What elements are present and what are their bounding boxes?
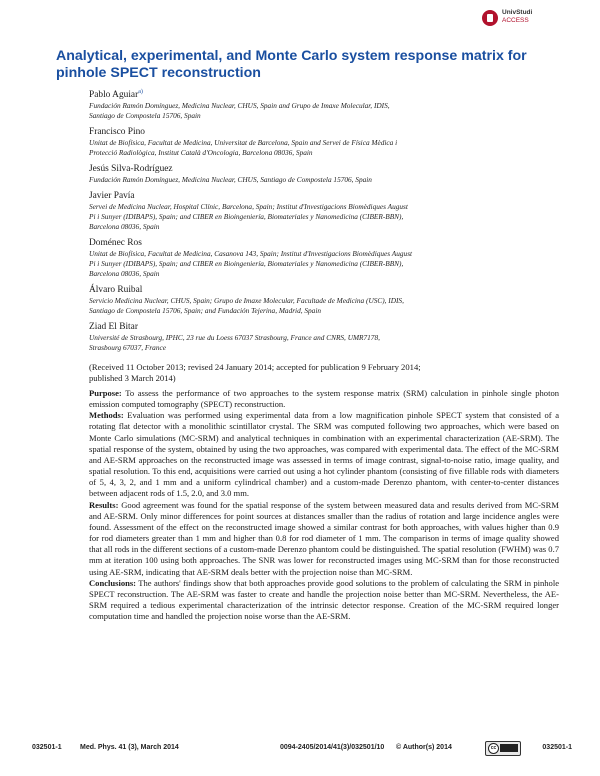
author-name: Pablo Aguiar$^{a)}$ bbox=[89, 89, 143, 101]
cc-license-label: cc bbox=[488, 743, 499, 754]
author-block bbox=[89, 86, 559, 121]
footer-page-number-right: 032501-1 bbox=[542, 744, 572, 751]
author-block bbox=[89, 126, 559, 158]
author-block bbox=[89, 163, 559, 185]
abstract-methods-label: Methods: bbox=[89, 410, 124, 421]
author-affiliation: Unitat de Biofísica, Facultat de Medicina, Universitat de Barcelona, Spain and Servei de Física Mèdica i Protecció Radiològica, Institut Català d'Oncologia, Barcelona 08036, Spain bbox=[89, 138, 398, 158]
abstract-results bbox=[89, 500, 559, 578]
logo-line-2: ACCESS bbox=[502, 17, 529, 24]
author-block bbox=[89, 284, 559, 316]
received-dates: (Received 11 October 2013; revised 24 January 2014; accepted for publication 9 February 2014; published 3 March 2014) bbox=[89, 362, 421, 383]
abstract-purpose-label: Purpose: bbox=[89, 388, 122, 398]
author-name: Javier Pavía bbox=[89, 191, 135, 202]
abstract bbox=[89, 388, 559, 622]
abstract-conclusions-text: The authors' findings show that both approaches provide good solutions to the problem of calculating the SRM in pinhole SPECT reconstruction. The AE-SRM was faster to create and handle the projection noise better than MC-SRM. Nevertheless, the AE-SRM required a tedious experimental characterization of the intrinsic detector response. Creation of the MC-SRM required longer computation time and handled the projection noise worse than the AE-SRM. bbox=[89, 577, 560, 622]
abstract-methods-text: Evaluation was performed using experimental data from a low magnification pinhole SPECT system that consisted of a rotating flat detector with a monolithic scintillator crystal. The SRM was computed following two approaches, which were based on Monte Carlo simulations (MC-SRM) and analytical techniques in combination with an experimental characterization (AE-SRM). The spatial response of the system, obtained by using the two approaches, was compared with experimental data. The effect of the MC-SRM and AE-SRM approaches on the reconstructed image was assessed in terms of image contrast, signal-to-noise ratio, image quality, and spatial resolution. To this end, acquisitions were carried out using a hot cylinder phantom (consisting of five fillable rods with diameters of 5, 4, 3, 2, and 1 mm and a uniform cylindrical chamber) and a custom-made Derenzo phantom, with center-to-center distances between adjacent rods of 1.5, 2.0, and 3.0 mm. bbox=[89, 410, 560, 499]
author-block bbox=[89, 321, 559, 353]
footer-doi: 0094-2405/2014/41(3)/032501/10 bbox=[280, 744, 385, 751]
author-list bbox=[89, 86, 559, 358]
author-name: Álvaro Ruibal bbox=[89, 285, 143, 296]
author-affiliation: Servei de Medicina Nuclear, Hospital Clínic, Barcelona, Spain; Institut d'Investigacions Biomèdiques August Pi i Sunyer (IDIBAPS), Spain; and CIBER en Bioingeniería, Biomateriales y Nanomedicina (CIBER-BBN), Barcelona 08036, Spain bbox=[89, 202, 408, 232]
author-affiliation: Servicio Medicina Nuclear, CHUS, Spain; Grupo de Imaxe Molecular, Facultade de Medicina (USC), IDIS, Santiago de Compostela 15706, Spain; and Fundación Tejerina, Madrid, Spain bbox=[89, 296, 404, 316]
author-name: Jesús Silva-Rodríguez bbox=[89, 164, 173, 175]
logo-mark-icon bbox=[482, 10, 498, 26]
author-affiliation: Fundación Ramón Domínguez, Medicina Nuclear, CHUS, Spain and Grupo de Imaxe Molecular, IDIS, Santiago de Compostela 15706, Spain bbox=[89, 101, 390, 121]
paper-title: Analytical, experimental, and Monte Carlo system response matrix for pinhole SPECT reconstruction bbox=[56, 48, 527, 81]
abstract-purpose bbox=[89, 388, 559, 410]
footer-journal: Med. Phys. 41 (3), March 2014 bbox=[80, 744, 179, 751]
publisher-logo bbox=[482, 8, 542, 28]
author-block bbox=[89, 237, 559, 279]
abstract-methods bbox=[89, 410, 559, 499]
logo-line-1: UnivStudi bbox=[502, 9, 533, 16]
author-affiliation: Université de Strasbourg, IPHC, 23 rue du Loess 67037 Strasbourg, France and CNRS, UMR7178, Strasbourg 67037, France bbox=[89, 333, 380, 353]
abstract-conclusions bbox=[89, 578, 559, 623]
author-block bbox=[89, 190, 559, 232]
author-affiliation: Unitat de Biofísica, Facultat de Medicina, Casanova 143, Spain; Institut d'Investigacions Biomèdiques August Pi i Sunyer (IDIBAPS), Spain; and CIBER en Bioingeniería, Biomateriales y Nanomedicina (CIBER-BBN), Barcelona 08036, Spain bbox=[89, 249, 413, 279]
abstract-results-text: Good agreement was found for the spatial response of the system between measured data and results derived from MC-SRM and AE-SRM. Only minor differences for point sources at distances smaller than the radius of rotation and large incidence angles were found. Assessment of the effect on the reconstructed image showed a similar contrast for both approaches, with values higher than 0.9 for rod diameters greater than 1 mm and higher than 0.8 for rod diameter of 1 mm. The comparison in terms of image quality showed that all rods in the different sections of a custom-made Derenzo phantom could be distinguished. The spatial resolution (FWHM) was 0.7 mm at iteration 100 using both approaches. The SNR was lower for reconstructed images using MC-SRM than for those reconstructed using AE-SRM, indicating that AE-SRM deals better with the projection noise than MC-SRM. bbox=[89, 499, 559, 577]
abstract-conclusions-label: Conclusions: bbox=[89, 577, 137, 588]
author-name: Francisco Pino bbox=[89, 127, 145, 138]
footer-page-number-left: 032501-1 bbox=[32, 744, 62, 751]
footer-copyright: © Author(s) 2014 bbox=[396, 744, 452, 751]
author-affiliation: Fundación Ramón Domínguez, Medicina Nuclear, CHUS, Santiago de Compostela 15706, Spain bbox=[89, 175, 372, 185]
abstract-results-label: Results: bbox=[89, 499, 119, 510]
cc-license-icon[interactable] bbox=[485, 741, 521, 756]
author-name: Doménec Ros bbox=[89, 238, 142, 249]
author-footnote-mark[interactable]: a) bbox=[138, 89, 143, 95]
author-name: Ziad El Bitar bbox=[89, 322, 138, 333]
page-footer bbox=[32, 744, 572, 756]
abstract-purpose-text: To assess the performance of two approaches to the system response matrix (SRM) calculation in pinhole single photon emission computed tomography (SPECT) reconstruction. bbox=[89, 388, 559, 410]
